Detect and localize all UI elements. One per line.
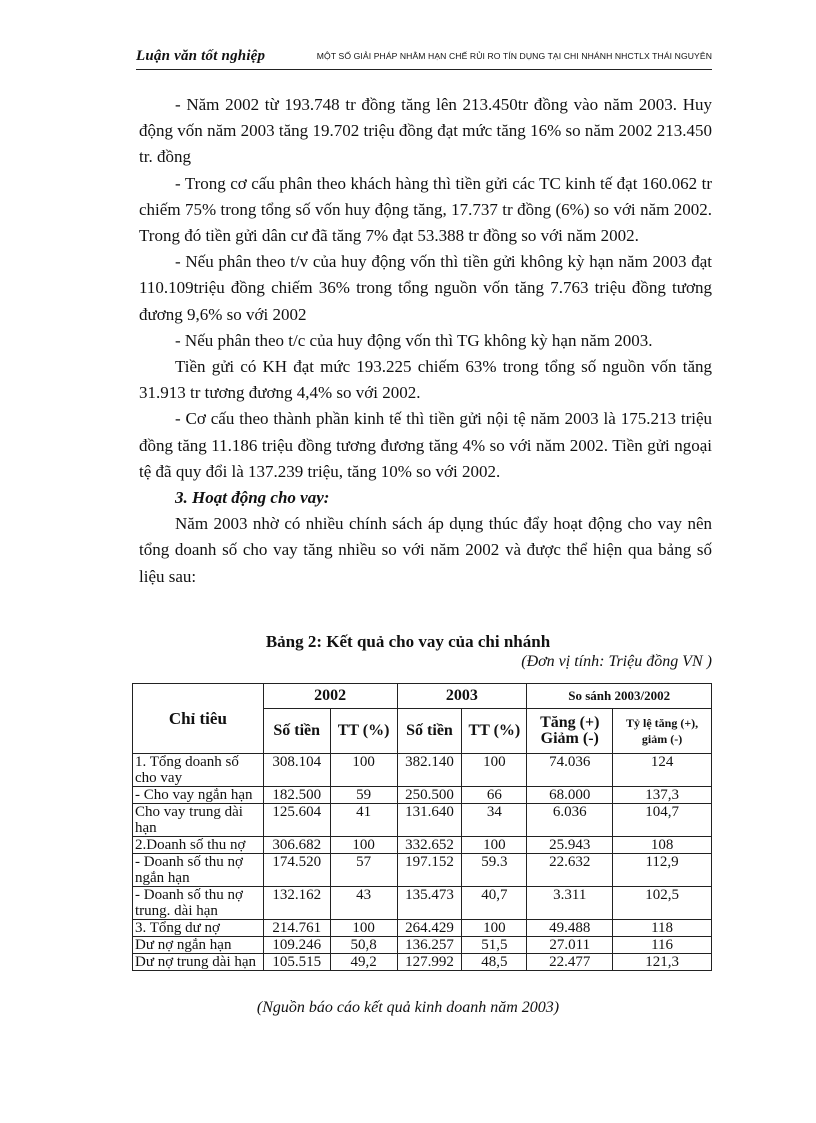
cell-change: 27.011 — [527, 937, 613, 954]
cell-ratio: 137,3 — [613, 787, 712, 804]
cell-share-2002: 100 — [330, 837, 397, 854]
header-thesis-title: MỘT SỐ GIẢI PHÁP NHẰM HẠN CHẾ RỦI RO TÍN DỤNG TẠI CHI NHÁNH NHCTLX THÁI NGUYÊN — [316, 51, 712, 61]
table-row — [133, 754, 712, 787]
cell-share-2003: 34 — [462, 804, 527, 837]
row-label: 3. Tổng dư nợ — [133, 920, 264, 937]
table-unit: (Đơn vị tính: Triệu đồng VN ) — [521, 653, 712, 670]
cell-share-2003: 100 — [462, 754, 527, 787]
section-paragraph: Năm 2003 nhờ có nhiều chính sách áp dụng thúc đẩy hoạt động cho vay nên tổng doanh số cho vay tăng nhiều so với năm 2002 và được thể hiện qua bảng số liệu sau: — [139, 514, 712, 586]
cell-change: 3.311 — [527, 887, 613, 920]
loan-results-table — [132, 683, 712, 971]
cell-ratio: 102,5 — [613, 887, 712, 920]
cell-amount-2002: 132.162 — [263, 887, 330, 920]
cell-share-2003: 48,5 — [462, 954, 527, 971]
cell-ratio: 112,9 — [613, 854, 712, 887]
cell-share-2002: 100 — [330, 920, 397, 937]
header-divider — [136, 69, 712, 70]
cell-share-2002: 57 — [330, 854, 397, 887]
header-ratio: Tỷ lệ tăng (+), giảm (-) — [613, 709, 712, 754]
table-row — [133, 854, 712, 887]
paragraph: Tiền gửi có KH đạt mức 193.225 chiếm 63% trong tổng số nguồn vốn tăng 31.913 tr tương đương 4,4% so với 2002. — [139, 357, 712, 403]
row-label: - Cho vay ngắn hạn — [133, 787, 264, 804]
header-change: Tăng (+) Giảm (-) — [527, 709, 613, 754]
section-heading: 3. Hoạt động cho vay: — [175, 488, 330, 508]
cell-share-2003: 66 — [462, 787, 527, 804]
cell-amount-2003: 264.429 — [397, 920, 462, 937]
cell-share-2003: 51,5 — [462, 937, 527, 954]
cell-amount-2002: 125.604 — [263, 804, 330, 837]
cell-share-2003: 100 — [462, 920, 527, 937]
cell-ratio: 118 — [613, 920, 712, 937]
table-row — [133, 937, 712, 954]
table-row — [133, 920, 712, 937]
header-amount-2002: Số tiền — [263, 709, 330, 754]
cell-ratio: 116 — [613, 937, 712, 954]
cell-amount-2002: 308.104 — [263, 754, 330, 787]
row-label: 2.Doanh số thu nợ — [133, 837, 264, 854]
cell-share-2002: 50,8 — [330, 937, 397, 954]
header-year-2003: 2003 — [397, 684, 527, 709]
cell-ratio: 124 — [613, 754, 712, 787]
table-row — [133, 804, 712, 837]
header-year-2002: 2002 — [263, 684, 397, 709]
header-comparison: So sánh 2003/2002 — [527, 684, 712, 709]
cell-change: 49.488 — [527, 920, 613, 937]
row-label: Dư nợ ngắn hạn — [133, 937, 264, 954]
cell-share-2002: 100 — [330, 754, 397, 787]
cell-change: 25.943 — [527, 837, 613, 854]
header-amount-2003: Số tiền — [397, 709, 462, 754]
cell-share-2002: 59 — [330, 787, 397, 804]
row-label: Dư nợ trung dài hạn — [133, 954, 264, 971]
cell-share-2002: 49,2 — [330, 954, 397, 971]
cell-amount-2003: 131.640 — [397, 804, 462, 837]
cell-change: 22.632 — [527, 854, 613, 887]
cell-share-2003: 100 — [462, 837, 527, 854]
paragraph: - Nếu phân theo t/c của huy động vốn thì TG không kỳ hạn năm 2003. — [175, 330, 653, 350]
table-title: Bảng 2: Kết quả cho vay của chi nhánh — [265, 632, 551, 651]
cell-ratio: 104,7 — [613, 804, 712, 837]
table-row — [133, 837, 712, 854]
header-share-2002: TT (%) — [330, 709, 397, 754]
table-source: (Nguồn báo cáo kết quả kinh doanh năm 2003) — [256, 999, 560, 1016]
row-label: 1. Tổng doanh số cho vay — [133, 754, 264, 787]
header-indicator: Chỉ tiêu — [133, 684, 264, 754]
header-share-2003: TT (%) — [462, 709, 527, 754]
row-label: - Doanh số thu nợ ngắn hạn — [133, 854, 264, 887]
header-thesis-label: Luận văn tốt nghiệp — [136, 48, 266, 64]
cell-change: 74.036 — [527, 754, 613, 787]
cell-amount-2003: 135.473 — [397, 887, 462, 920]
cell-share-2003: 59.3 — [462, 854, 527, 887]
page-header — [136, 42, 712, 70]
cell-amount-2003: 250.500 — [397, 787, 462, 804]
cell-amount-2002: 214.761 — [263, 920, 330, 937]
table-row — [133, 787, 712, 804]
cell-amount-2002: 109.246 — [263, 937, 330, 954]
cell-ratio: 121,3 — [613, 954, 712, 971]
table-row — [133, 954, 712, 971]
cell-share-2002: 43 — [330, 887, 397, 920]
cell-amount-2002: 174.520 — [263, 854, 330, 887]
paragraph: - Cơ cấu theo thành phần kinh tế thì tiền gửi nội tệ năm 2003 là 175.213 triệu đồng tăng 11.186 triệu đồng tương đương tăng 4% so với năm 2002. Tiền gửi ngoại tệ đã quy đổi là 137.239 triệu, tăng 10% so với 2002. — [139, 409, 712, 481]
cell-amount-2002: 182.500 — [263, 787, 330, 804]
table-row — [133, 887, 712, 920]
cell-share-2002: 41 — [330, 804, 397, 837]
cell-amount-2002: 105.515 — [263, 954, 330, 971]
cell-amount-2003: 332.652 — [397, 837, 462, 854]
cell-amount-2003: 382.140 — [397, 754, 462, 787]
cell-change: 68.000 — [527, 787, 613, 804]
paragraph: - Năm 2002 từ 193.748 tr đồng tăng lên 213.450tr đồng vào năm 2003. Huy động vốn năm 2003 tăng 19.702 triệu đồng đạt mức tăng 16% so năm 2002 213.450 tr. đồng — [139, 95, 712, 167]
row-label: Cho vay trung dài hạn — [133, 804, 264, 837]
cell-change: 22.477 — [527, 954, 613, 971]
table-body — [133, 754, 712, 971]
cell-amount-2002: 306.682 — [263, 837, 330, 854]
row-label: - Doanh số thu nợ trung. dài hạn — [133, 887, 264, 920]
cell-change: 6.036 — [527, 804, 613, 837]
body-text — [139, 92, 712, 590]
cell-amount-2003: 136.257 — [397, 937, 462, 954]
paragraph: - Nếu phân theo t/v của huy động vốn thì tiền gửi không kỳ hạn năm 2003 đạt 110.109triệu đồng chiếm 36% trong tổng nguồn vốn tăng 7.763 triệu đồng tương đương 9,6% so với 2002 — [139, 252, 712, 324]
cell-ratio: 108 — [613, 837, 712, 854]
cell-share-2003: 40,7 — [462, 887, 527, 920]
cell-amount-2003: 197.152 — [397, 854, 462, 887]
cell-amount-2003: 127.992 — [397, 954, 462, 971]
paragraph: - Trong cơ cấu phân theo khách hàng thì tiền gửi các TC kinh tế đạt 160.062 tr chiếm 75% trong tổng số vốn huy động tăng, 17.737 tr đồng (6%) so với năm 2002. Trong đó tiền gửi dân cư đã tăng 7% đạt 53.388 tr đồng so với năm 2002. — [139, 173, 712, 246]
